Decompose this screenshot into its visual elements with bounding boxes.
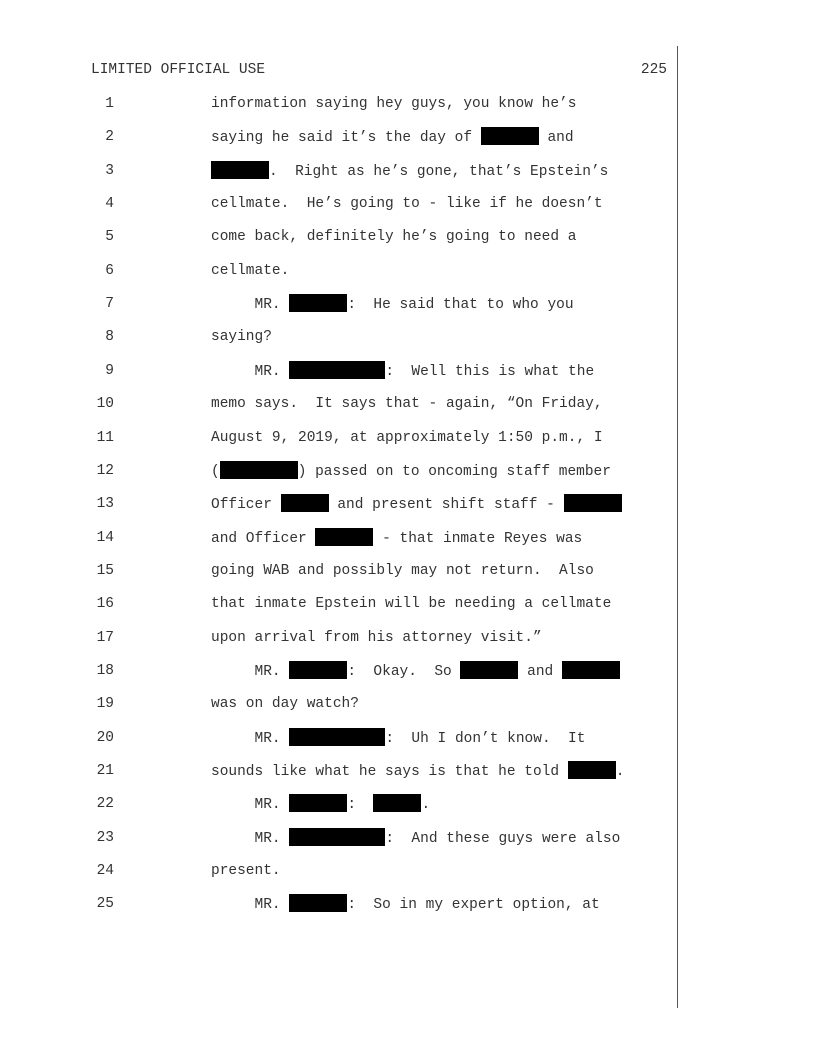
line-number: 16 [96, 596, 114, 613]
line-text [211, 494, 622, 515]
text-run: MR. [211, 897, 290, 914]
text-run: MR. [211, 297, 290, 314]
line-number: 17 [96, 629, 114, 646]
line-text [211, 661, 620, 682]
page-rule [677, 46, 678, 1008]
line-text [211, 761, 624, 782]
line-number: 20 [96, 729, 114, 746]
text-run: . [421, 797, 431, 814]
redaction-box [289, 728, 385, 746]
line-number: 21 [96, 763, 114, 779]
line-number: 3 [105, 162, 114, 179]
text-run: Officer [211, 497, 281, 514]
line-number: 15 [96, 562, 114, 579]
text-run: MR. [211, 663, 290, 680]
line-number: 1 [105, 96, 114, 112]
text-run: August 9, 2019, at approximately 1:50 p.m., I [211, 429, 603, 446]
text-run: . Right as he’s gone, that’s Epstein’s [269, 163, 609, 180]
text-run: : And these guys were also [385, 830, 621, 847]
line-text [211, 894, 600, 915]
line-text [211, 361, 594, 382]
text-run: and [518, 663, 562, 680]
text-run: present. [211, 863, 281, 880]
line-text [211, 161, 608, 182]
text-run: MR. [211, 797, 290, 814]
line-number: 12 [96, 462, 114, 479]
line-number: 8 [105, 329, 114, 346]
line-number: 19 [96, 696, 114, 713]
text-run: ( [211, 463, 220, 480]
redaction-box [562, 661, 620, 679]
line-text [211, 227, 576, 247]
redaction-box [289, 894, 347, 912]
line-text [211, 694, 359, 714]
text-run: sounds like what he says is that he told [211, 764, 568, 780]
line-number: 24 [96, 863, 114, 880]
redaction-box [568, 761, 616, 779]
text-run: : Okay. So [347, 663, 461, 680]
line-text [211, 561, 594, 581]
line-text [211, 127, 574, 148]
line-text [211, 394, 603, 414]
text-run: saying he said it’s the day of [211, 130, 481, 147]
line-number: 7 [105, 296, 114, 313]
text-run: and present shift staff - [328, 497, 564, 514]
line-text [211, 794, 430, 815]
text-run: - that inmate Reyes was [373, 530, 583, 547]
redaction-box [281, 494, 329, 512]
line-text [211, 94, 576, 114]
text-run: cellmate. He’s going to - like if he doesn’t [211, 196, 603, 213]
line-number: 2 [105, 129, 114, 146]
redaction-box [373, 794, 421, 812]
text-run: : Well this is what the [385, 363, 595, 380]
text-run: and Officer [211, 530, 316, 547]
redaction-box [289, 294, 347, 312]
text-run: : [347, 797, 374, 814]
redaction-box [289, 794, 347, 812]
text-run: was on day watch? [211, 696, 359, 713]
text-run: come back, definitely he’s going to need a [211, 229, 577, 246]
redaction-box [564, 494, 622, 512]
text-run: . [615, 764, 625, 780]
redaction-box [315, 528, 373, 546]
line-number: 4 [105, 196, 114, 213]
page-number: 225 [640, 62, 667, 78]
text-run: saying? [211, 329, 272, 346]
line-text [211, 728, 585, 749]
line-number: 9 [105, 362, 114, 379]
text-run: MR. [211, 730, 290, 747]
line-number: 11 [96, 429, 114, 446]
line-number: 10 [96, 396, 114, 413]
text-run: MR. [211, 830, 290, 847]
text-run: cellmate. [211, 262, 290, 279]
redaction-box [460, 661, 518, 679]
line-text [211, 461, 611, 482]
redaction-box [211, 161, 269, 179]
line-number: 23 [96, 829, 114, 846]
line-text [211, 327, 272, 347]
line-number: 5 [105, 229, 114, 246]
line-number: 22 [96, 796, 114, 813]
redaction-box [481, 127, 539, 145]
text-run: : So in my expert option, at [347, 897, 600, 914]
line-text [211, 428, 603, 448]
text-run: that inmate Epstein will be needing a cellmate [211, 596, 612, 613]
line-number: 13 [96, 496, 114, 513]
text-run: and [538, 130, 574, 147]
classification-marking: LIMITED OFFICIAL USE [91, 62, 266, 78]
line-number: 14 [96, 529, 114, 546]
text-run: memo says. It says that - again, “On Friday, [211, 396, 603, 413]
redaction-box [289, 828, 385, 846]
text-run: : Uh I don’t know. It [385, 730, 586, 747]
text-run: ) passed on to oncoming staff member [297, 463, 611, 480]
line-text [211, 628, 542, 648]
line-text [211, 594, 611, 614]
line-text [211, 294, 574, 315]
line-text [211, 528, 582, 549]
text-run: MR. [211, 363, 290, 380]
line-number: 25 [96, 896, 114, 913]
redaction-box [289, 361, 385, 379]
line-text [211, 861, 281, 881]
line-text [211, 828, 620, 849]
text-run: : He said that to who you [347, 297, 574, 314]
text-run: information saying hey guys, you know he’s [211, 96, 577, 112]
line-number: 6 [105, 262, 114, 279]
text-run: upon arrival from his attorney visit.” [211, 629, 542, 646]
text-run: going WAB and possibly may not return. Also [211, 562, 594, 579]
line-text [211, 261, 289, 281]
line-number: 18 [96, 662, 114, 679]
redaction-box [220, 461, 298, 479]
redaction-box [289, 661, 347, 679]
line-text [211, 194, 603, 214]
